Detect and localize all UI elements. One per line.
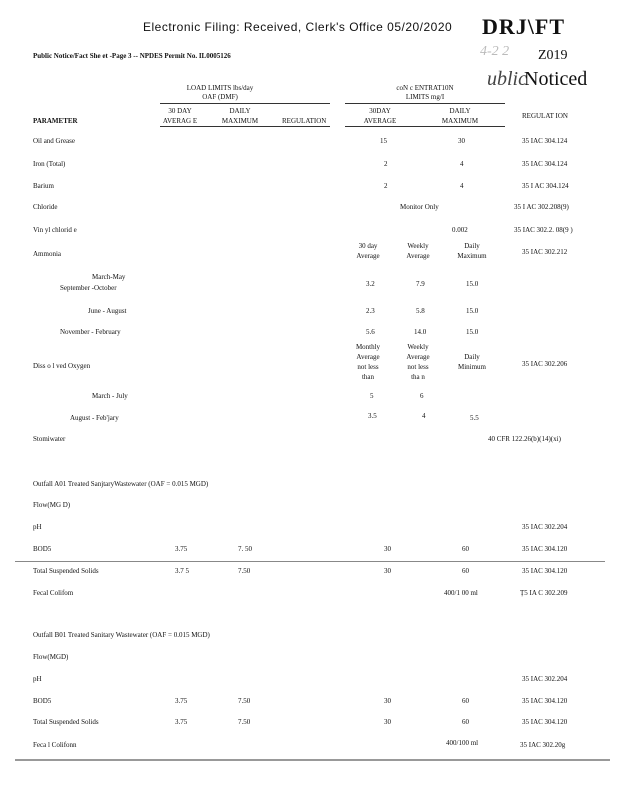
ammonia-reg: 35 IAC 302.212: [522, 248, 568, 256]
regulat-header: REGULAT ION: [522, 112, 568, 120]
load-avg-header: 30 DAY: [168, 107, 192, 115]
conc-divider: [345, 103, 505, 104]
vinyl-max: 0.002: [452, 226, 468, 234]
a01-bod-load-max: 7. 50: [238, 545, 252, 553]
barium-avg: 2: [384, 182, 388, 190]
iron-reg: 35 IAC 304.124: [522, 160, 568, 168]
b01-ph-reg: 35 IAC 302.204: [522, 675, 568, 683]
marmay-period-a: March-May: [92, 273, 126, 281]
junaug-v1: 2.3: [366, 307, 375, 315]
vinyl-reg: 35 IAC 302.2. 08(9 ): [514, 226, 573, 234]
novfeb-period: November - February: [60, 328, 121, 336]
marjul-v1: 5: [370, 392, 374, 400]
b01-tss-conc-max: 60: [462, 718, 469, 726]
b01-bod-conc-max: 60: [462, 697, 469, 705]
junaug-period: June - August: [88, 307, 127, 315]
a01-fecal-reg: Ț5 IA C 302.209: [520, 589, 568, 597]
a01-bod-reg: 35 IAC 304.120: [522, 545, 568, 553]
barium-max: 4: [460, 182, 464, 190]
load-divider: [160, 103, 330, 104]
do-h1b: Average: [356, 353, 380, 361]
conc-limits-header: coN c ENTRAT10N: [396, 84, 454, 92]
header-rule-left: [160, 126, 330, 127]
iron-row-name: Iron (Total): [33, 160, 66, 168]
a01-bod: BOD5: [33, 545, 52, 553]
augfeb-v1: 3.5: [368, 412, 377, 420]
junaug-v2: 5.8: [416, 307, 425, 315]
b01-tss: Total Suspended Solids: [33, 718, 99, 726]
iron-max: 4: [460, 160, 464, 168]
vinyl-row-name: Vin yl chlorid e: [33, 226, 77, 234]
ammonia-h2a: Weekly: [407, 242, 429, 250]
parameter-header: PARAMETER: [33, 117, 78, 125]
chloride-reg: 35 I AC 302.208(9): [514, 203, 569, 211]
junaug-v3: 15.0: [466, 307, 479, 315]
conc-limits-subheader: LIMITS mg/I: [405, 93, 445, 101]
ammonia-h1b: Average: [356, 252, 380, 260]
b01-bod-conc-avg: 30: [384, 697, 391, 705]
conc-avg-header: 30DAY: [369, 107, 391, 115]
b01-flow: Flow(MGD): [33, 653, 69, 661]
a01-rule: [15, 561, 605, 562]
public-stamp: ublic: [487, 68, 527, 90]
load-limits-header: LOAD LIMITS lbs/day: [186, 84, 254, 92]
do-h2d: tha n: [411, 373, 425, 381]
ammonia-h2b: Average: [406, 252, 430, 260]
load-limits-subheader: OAF (DMF): [202, 93, 238, 101]
a01-tss-conc-max: 60: [462, 567, 469, 575]
marjul-v2: 6: [420, 392, 424, 400]
marmay-v3: 15.0: [466, 280, 479, 288]
ammonia-row-name: Ammonia: [33, 250, 61, 258]
a01-ph: pH: [33, 523, 42, 531]
a01-bod-conc-max: 60: [462, 545, 469, 553]
ammonia-h1a: 30 day: [358, 242, 378, 250]
barium-reg: 35 I AC 304.124: [522, 182, 569, 190]
ammonia-h3b: Maximum: [457, 252, 487, 260]
a01-fecal: Fecal Colifom: [33, 589, 74, 597]
augfeb-v3: 5.5: [470, 414, 479, 422]
b01-tss-load-avg: 3.75: [175, 718, 188, 726]
filing-stamp: Electronic Filing: Received, Clerk's Office 05/20/2020: [143, 20, 453, 34]
augfeb-v2: 4: [422, 412, 426, 420]
do-h1c: not less: [357, 363, 379, 371]
a01-ph-reg: 35 IAC 302.204: [522, 523, 568, 531]
b01-tss-conc-avg: 30: [384, 718, 391, 726]
load-daily-subheader: MAXIMUM: [221, 117, 259, 125]
chloride-row-name: Chloride: [33, 203, 58, 211]
a01-flow: Flow(MG D): [33, 501, 71, 509]
b01-tss-reg: 35 IAC 304.120: [522, 718, 568, 726]
b01-tss-load-max: 7.50: [238, 718, 251, 726]
b01-fecal-conc-max: 400/100 ml: [446, 739, 479, 747]
a01-tss-reg: 35 IAC 304.120: [522, 567, 568, 575]
a01-fecal-conc-max: 400/1 00 ml: [444, 589, 478, 597]
conc-daily-subheader: MAXIMUM: [441, 117, 479, 125]
do-h2a: Weekly: [407, 343, 429, 351]
b01-bod: BOD5: [33, 697, 52, 705]
conc-avg-subheader: AVERAGE: [363, 117, 397, 125]
regulation-header: REGULATION: [282, 117, 327, 125]
barium-row-name: Barium: [33, 182, 54, 190]
load-avg-subheader: AVERAG E: [162, 117, 198, 125]
outfall-a01-title: Outfall A01 Treated SanjtaryWastewater (OAF = 0.015 MGD): [33, 480, 209, 488]
draft-stamp: DRJ\FT: [482, 14, 565, 39]
novfeb-v2: 14.0: [414, 328, 427, 336]
page-bottom-rule: [15, 759, 610, 761]
marmay-period-b: September -October: [60, 284, 117, 292]
outfall-b01-title: Outfall B01 Treated Sanitary Wastewater (OAF = 0.015 MGD): [33, 631, 210, 639]
iron-avg: 2: [384, 160, 388, 168]
oil-row-name: Oil and Grease: [33, 137, 75, 145]
do-h3b: Minimum: [457, 363, 486, 371]
b01-bod-load-avg: 3.75: [175, 697, 188, 705]
do-h2b: Average: [406, 353, 430, 361]
storm-reg: 40 CFR 122.26(b)(14)(xi): [488, 435, 561, 443]
storm-row-name: Stomiwater: [33, 435, 66, 443]
do-h2c: not less: [407, 363, 429, 371]
draft-year: Z019: [538, 48, 568, 63]
a01-tss-load-avg: 3.7 5: [175, 567, 189, 575]
marmay-v1: 3.2: [366, 280, 375, 288]
b01-bod-reg: 35 IAC 304.120: [522, 697, 568, 705]
augfeb-period: August - Feb'jary: [70, 414, 119, 422]
oil-avg: 15: [380, 137, 387, 145]
do-h3a: Daily: [464, 353, 480, 361]
load-daily-header: DAILY: [229, 107, 251, 115]
b01-fecal: Feca l Colifonn: [33, 741, 77, 749]
a01-bod-load-avg: 3.75: [175, 545, 188, 553]
b01-ph: pH: [33, 675, 42, 683]
a01-bod-conc-avg: 30: [384, 545, 391, 553]
conc-daily-header: DAILY: [449, 107, 471, 115]
do-row-name: Diss o l ved Oxygen: [33, 362, 91, 370]
chloride-monitor: Monitor Only: [400, 203, 439, 211]
page-heading: Public Notice/Fact She et -Page 3 -- NPDES Permit No. IL0005126: [33, 52, 231, 60]
oil-max: 30: [458, 137, 465, 145]
a01-tss-load-max: 7.50: [238, 567, 251, 575]
b01-fecal-reg: 35 IAC 302.20g: [520, 741, 566, 749]
b01-bod-load-max: 7.50: [238, 697, 251, 705]
marjul-period: March - July: [92, 392, 128, 400]
oil-reg: 35 IAC 304.124: [522, 137, 568, 145]
noticed-stamp: Noticed: [524, 68, 588, 90]
novfeb-v3: 15.0: [466, 328, 479, 336]
do-reg: 35 IAC 302.206: [522, 360, 568, 368]
do-h1a: Monthly: [355, 343, 381, 351]
novfeb-v1: 5.6: [366, 328, 375, 336]
a01-tss-conc-avg: 30: [384, 567, 391, 575]
draft-year-prefix: 4-2 2: [480, 44, 510, 59]
a01-tss: Total Suspended Solids: [33, 567, 99, 575]
ammonia-h3a: Daily: [464, 242, 480, 250]
marmay-v2: 7.9: [416, 280, 425, 288]
header-rule-right: [345, 126, 505, 127]
do-h1d: than: [361, 373, 375, 381]
